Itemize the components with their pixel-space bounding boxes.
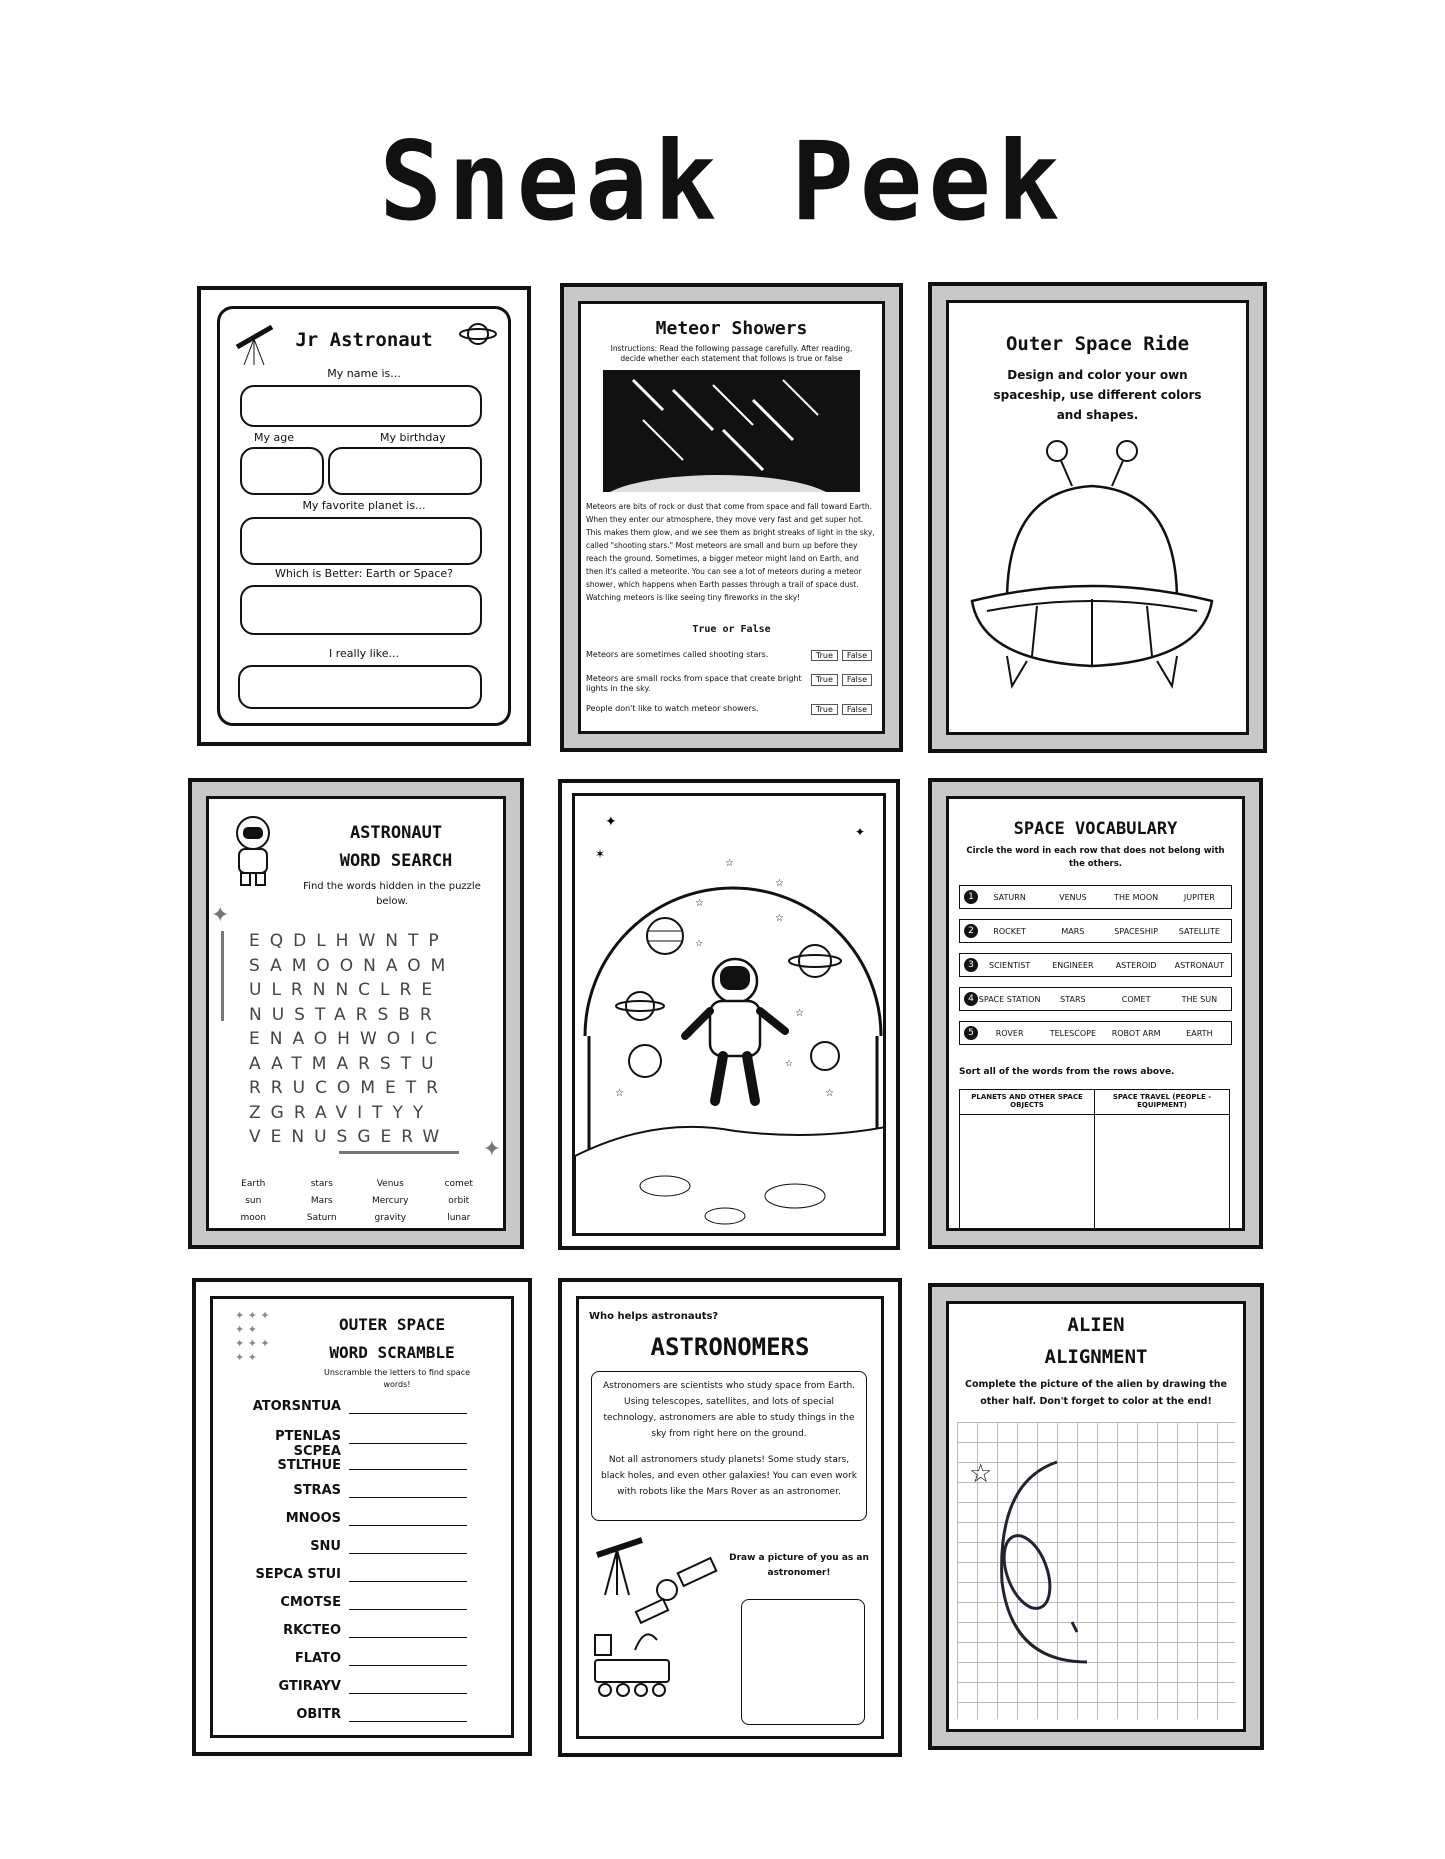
svg-text:☆: ☆ [775,878,784,889]
word-item: Mercury [372,1196,409,1206]
word-item: Earth [241,1179,266,1189]
grid-row: ZGRAVITYY [249,1102,434,1123]
card9-title-line2: ALIGNMENT [1044,1346,1148,1368]
astronaut-coloring-drawing [575,796,886,1236]
vocab-word[interactable]: VENUS [1059,892,1087,902]
word-item: sun [245,1196,262,1206]
sort-column[interactable] [1095,1090,1229,1230]
grid-row: ENAOHWOIC [249,1029,448,1049]
word-item: Saturn [306,1213,337,1223]
my-name-label: My name is... [327,367,401,380]
alien-outline [957,1422,1237,1722]
astronaut-icon [223,813,283,892]
answer-line[interactable] [349,1497,467,1498]
card7-subtitle: Unscramble the letters to find space words! [323,1368,471,1389]
scramble-word: SNU [310,1539,341,1554]
fav-planet-field[interactable] [240,517,482,565]
my-birthday-field[interactable] [328,447,482,495]
svg-text:☆: ☆ [615,1088,624,1099]
scramble-word: FLATO [294,1651,341,1666]
info-paragraph-1: Astronomers are scientists who study space from Earth. Using telescopes, satellites, and lots of special technology, astronomers are able to study things in the sky from right here on the ground. [602,1381,856,1439]
statement-3: People don't like to watch meteor showers. [586,704,759,713]
scramble-word: MNOOS [285,1511,341,1526]
better-label: Which is Better: Earth or Space? [274,567,454,580]
scramble-word: CMOTSE [280,1595,341,1610]
card-astronomers [558,1278,902,1757]
svg-text:✶: ✶ [595,847,606,861]
true-option-3[interactable]: True [811,704,838,715]
card8-title: ASTRONOMERS [650,1333,810,1361]
card2-instructions: Instructions: Read the following passage carefully. After reading, decide whether each statement that follows is true or false [610,344,853,363]
svg-text:☆: ☆ [695,898,704,909]
vocab-row-3[interactable] [959,953,1232,977]
card2-title: Meteor Showers [655,318,808,339]
info-box [591,1371,867,1521]
number-badge: 1 [964,890,978,904]
answer-line[interactable] [349,1443,467,1444]
card3-subtitle: Design and color your own spaceship, use different colors and shapes. [993,368,1202,422]
scramble-word: SCPEA STLTHUE [277,1444,341,1473]
vocab-word[interactable]: EARTH [1186,1028,1213,1038]
word-search-grid[interactable] [249,929,455,1150]
svg-text:☆: ☆ [825,1088,834,1099]
word-item: Venus [376,1179,404,1189]
statement-row-1 [586,650,872,661]
like-label: I really like... [329,647,399,660]
card9-subtitle: Complete the picture of the alien by drawing the other half. Don't forget to color at the end! [965,1379,1227,1407]
vocab-word[interactable]: SPACESHIP [1114,926,1158,936]
vocab-word[interactable]: STARS [1060,994,1086,1004]
number-badge: 5 [964,1026,978,1040]
vocab-word[interactable]: SPACE STATION [978,994,1041,1004]
card4-title-line1: ASTRONAUT [349,823,443,843]
statement-1: Meteors are sometimes called shooting stars. [586,650,769,659]
draw-prompt: Draw a picture of you as an astronomer! [729,1553,869,1578]
spaceship-drawing [967,431,1217,705]
meteor-image [603,370,860,492]
svg-text:☆: ☆ [969,1459,993,1489]
drawing-grid[interactable] [957,1422,1235,1719]
grid-row: ULRNNCLRE [249,980,443,1000]
fav-planet-label: My favorite planet is... [302,499,426,512]
card4-title-line2: WORD SEARCH [339,851,453,871]
sparkle-icon: ✦ [482,1137,501,1162]
vocab-word[interactable]: ROBOT ARM [1111,1028,1161,1038]
word-item: Mars [310,1196,333,1206]
vocab-word[interactable]: MARS [1061,926,1085,936]
true-option-2[interactable]: True [811,674,838,686]
answer-line[interactable] [349,1581,467,1582]
false-option-2[interactable]: False [842,674,872,686]
grid-row: AATMARSTU [249,1053,444,1074]
vocab-word[interactable]: ENGINEER [1052,960,1094,970]
vocab-word[interactable]: SATURN [993,892,1026,902]
svg-text:☆: ☆ [785,1059,794,1069]
vocab-word[interactable]: COMET [1121,994,1151,1004]
my-age-field[interactable] [240,447,324,495]
vocab-word[interactable]: ASTRONAUT [1174,960,1225,970]
answer-line[interactable] [349,1413,467,1414]
false-option-3[interactable]: False [842,704,872,715]
answer-line[interactable] [349,1609,467,1610]
card-astronaut-coloring [558,779,900,1250]
word-item: stars [310,1179,333,1189]
answer-line[interactable] [349,1553,467,1554]
tf-title: True or False [692,624,771,635]
vocab-word[interactable]: SATELLITE [1178,926,1220,936]
number-badge: 4 [964,992,978,1006]
stars-icon: ✦ ✦ ✦ ✦ ✦ ✦ ✦ ✦ ✦ ✦ [235,1309,270,1364]
svg-text:☆: ☆ [725,858,734,869]
vocab-word[interactable]: ASTEROID [1115,960,1157,970]
col-header: PLANETS AND OTHER SPACE OBJECTS [960,1090,1094,1115]
answer-line[interactable] [349,1693,467,1694]
vocab-row-5[interactable] [959,1021,1232,1045]
svg-text:✦: ✦ [855,825,866,839]
card-meteor-showers [560,283,903,752]
false-option-1[interactable]: False [842,650,872,661]
word-item: comet [444,1179,473,1189]
answer-line[interactable] [349,1665,467,1666]
grid-row: SAMOONAOM [249,955,456,976]
col-header: SPACE TRAVEL (PEOPLE - EQUIPMENT) [1095,1090,1229,1115]
scramble-word: OBITR [296,1707,341,1722]
svg-text:☆: ☆ [775,913,784,924]
word-list [219,1179,493,1230]
scramble-word: ATORSNTUA [252,1399,341,1414]
vocab-word[interactable]: SCIENTIST [988,960,1031,970]
scramble-word: PTENLAS [275,1429,341,1444]
word-item: lunar [447,1213,471,1223]
card2-passage: Meteors are bits of rock or dust that come from space and fall toward Earth. When they enter our atmosphere, they move very fast and get super hot. This makes them glow, and we see them as bright streaks of light in the sky, called "shooting stars." Most meteors are small and burn up before they reach the ground. Sometimes, a bigger meteor might land on Earth, and then it's called a meteorite. You can see a lot of meteors during a meteor shower, which happens when Earth passes through a trail of space dust. Watching meteors is like seeing tiny fireworks in the sky! [586,502,875,602]
vocab-word[interactable]: ROVER [995,1028,1024,1038]
number-badge: 3 [964,958,978,972]
vocab-word[interactable]: ROCKET [993,926,1026,936]
grid-row: NUSTARSBR [249,1004,442,1025]
card6-title: SPACE VOCABULARY [1013,819,1178,839]
scramble-word: STRAS [293,1483,341,1498]
answer-line[interactable] [349,1721,467,1722]
grid-row: EQDLHWNTP [249,931,449,951]
answer-line[interactable] [349,1525,467,1526]
word-item: gravity [374,1213,407,1223]
word-item: orbit [448,1196,470,1206]
card-alien-alignment [928,1283,1264,1750]
statement-row-2 [586,674,872,694]
statement-row-3 [586,704,872,715]
vocab-row-2[interactable] [959,919,1232,943]
puzzle-divider [221,931,224,1021]
vocab-word[interactable]: THE MOON [1114,892,1159,902]
card4-subtitle: Find the words hidden in the puzzle below. [303,881,481,907]
svg-text:✦: ✦ [605,814,617,830]
astronomy-icons [587,1535,737,1719]
svg-text:☆: ☆ [695,939,704,949]
number-badge: 2 [964,924,978,938]
sort-label: Sort all of the words from the rows above. [959,1067,1175,1077]
answer-line[interactable] [349,1469,467,1470]
card3-title: Outer Space Ride [1005,333,1190,355]
scramble-word: RKCTEO [283,1623,341,1638]
statement-2: Meteors are small rocks from space that create bright lights in the sky. [586,674,802,693]
card-outer-space-ride [928,282,1267,753]
vocab-row-1[interactable] [959,885,1232,909]
page-title: Sneak Peek [379,116,1066,246]
grid-row: VENUSGERW [249,1127,450,1147]
grid-row: RRUCOMETR [249,1078,448,1098]
card7-title-line2: WORD SCRAMBLE [329,1343,455,1362]
scramble-word: SEPCA STUI [255,1567,341,1582]
scramble-word: GTIRAYV [278,1679,341,1694]
vocab-word[interactable]: TELESCOPE [1049,1028,1097,1038]
word-item: moon [240,1213,266,1223]
sort-table [959,1089,1230,1231]
sort-column[interactable] [960,1090,1095,1230]
card7-title-line1: OUTER SPACE [339,1315,445,1334]
card8-question: Who helps astronauts? [589,1311,719,1322]
better-field[interactable] [240,585,482,635]
my-birthday-label: My birthday [380,431,446,444]
vocab-word[interactable]: THE SUN [1181,994,1218,1004]
my-name-field[interactable] [240,385,482,427]
card-jr-astronaut [197,286,531,746]
puzzle-divider [339,1151,459,1154]
answer-line[interactable] [349,1637,467,1638]
card-word-scramble [192,1278,532,1756]
like-field[interactable] [238,665,482,709]
vocab-word[interactable]: JUPITER [1183,892,1215,902]
vocab-row-4[interactable] [959,987,1232,1011]
svg-text:☆: ☆ [795,1008,804,1019]
drawing-box[interactable] [741,1599,865,1725]
card-space-vocabulary [928,778,1263,1249]
card6-subtitle: Circle the word in each row that does not belong with the others. [966,846,1225,869]
my-age-label: My age [254,431,294,444]
svg-text:☆: ☆ [685,1028,694,1039]
info-paragraph-2: Not all astronomers study planets! Some study stars, black holes, and even other galaxies! You can even work with robots like the Mars Rover as an astronomer. [601,1455,857,1497]
card9-title-line1: ALIEN [1067,1314,1125,1336]
sparkle-icon: ✦ [211,903,230,928]
card-word-search [188,778,524,1249]
true-option-1[interactable]: True [811,650,838,661]
card1-title: Jr Astronaut [295,329,433,351]
